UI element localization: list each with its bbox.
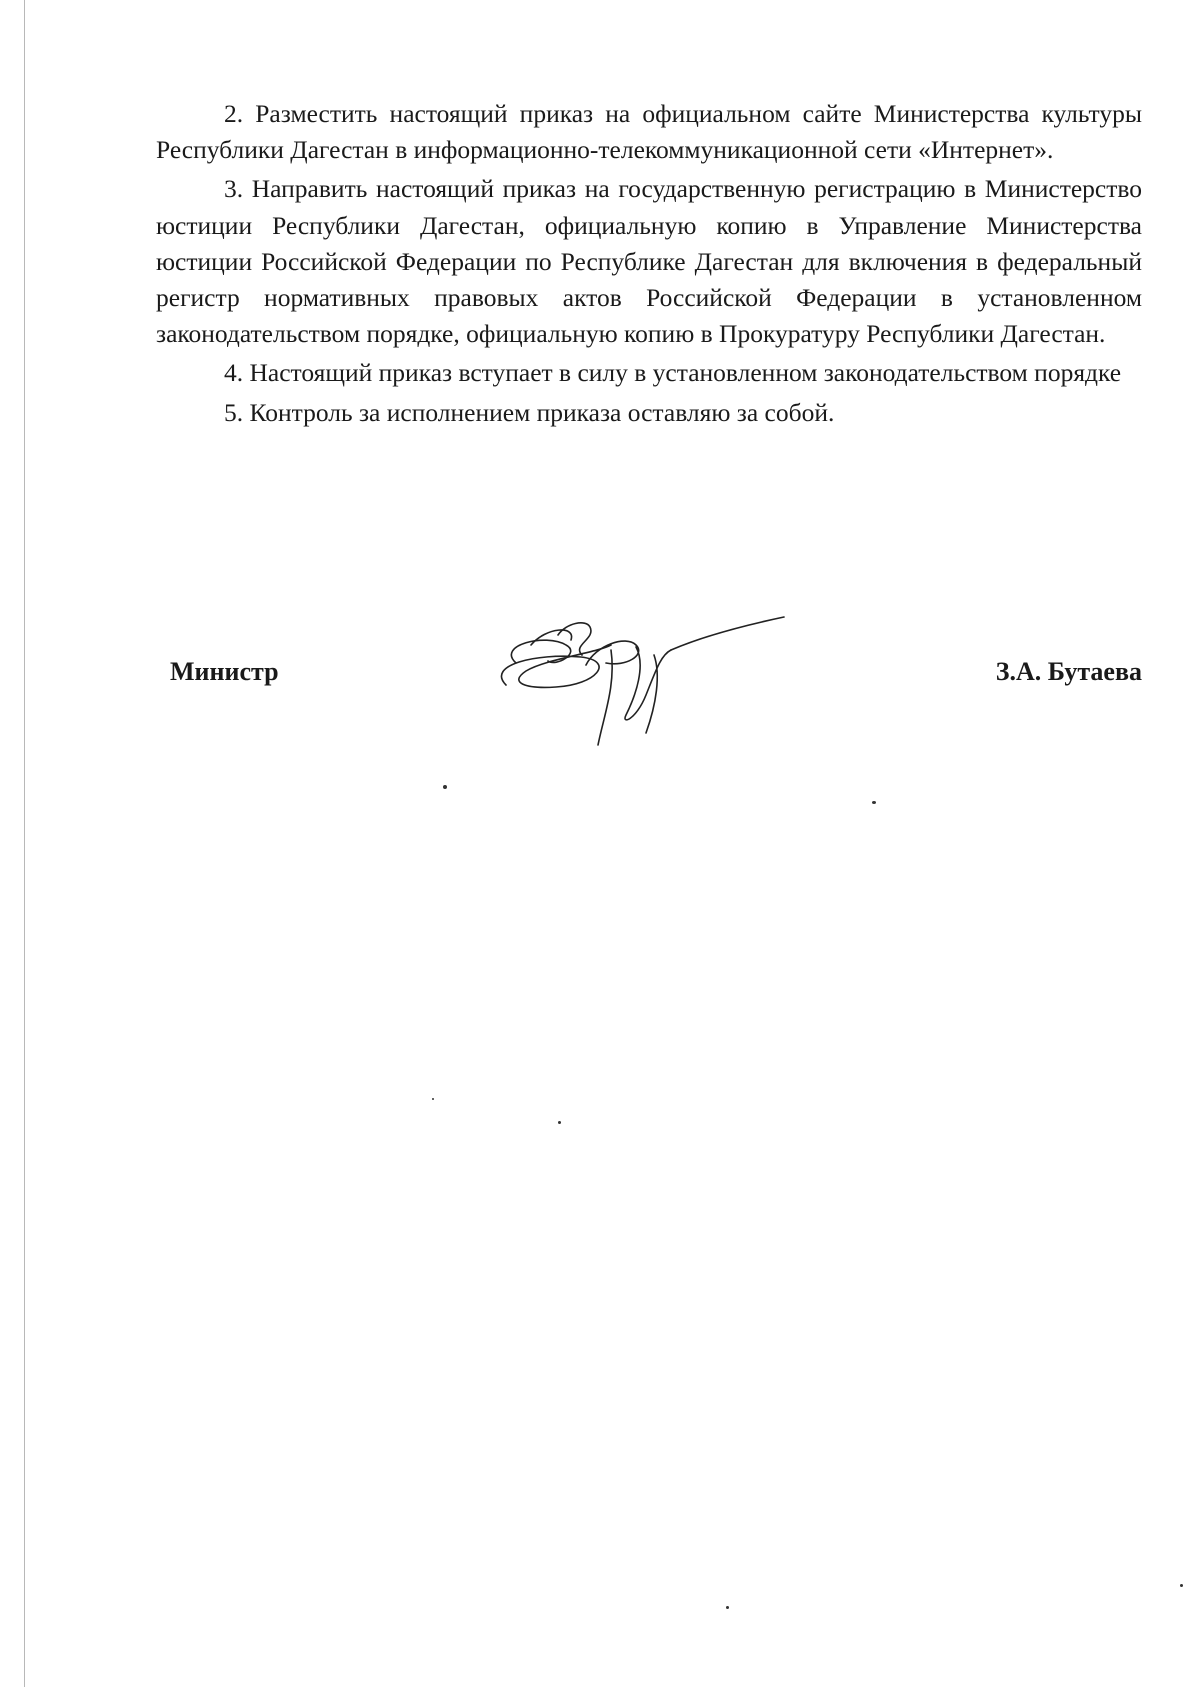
paragraph-2: 2. Разместить настоящий приказ на официальном сайте Министерства культуры Республики Дагестан в информационно-телекоммуникационной сети «Интернет». <box>156 99 1142 165</box>
scan-speck <box>726 1606 729 1609</box>
scan-speck <box>432 1098 434 1100</box>
scan-speck <box>558 1121 561 1124</box>
paragraph-5: 5. Контроль за исполнением приказа оставляю за собой. <box>224 397 835 427</box>
paragraph-3: 3. Направить настоящий приказ на государственную регистрацию в Министерство юстиции Республики Дагестан, официальную копию в Управление Министерства юстиции Российской Федерации по Республике Дагестан для включения в федеральный регистр нормативных правовых актов Российской Федерации в установленном законодательством порядке, официальную копию в Прокуратуру Республики Дагестан. <box>156 174 1142 349</box>
paragraph-4: 4. Настоящий приказ вступает в силу в установленном законодательством порядке <box>224 358 1122 388</box>
scan-speck <box>872 801 876 804</box>
handwritten-signature <box>486 605 786 755</box>
scan-edge-line <box>24 0 25 1687</box>
signatory-title: Министр <box>170 657 279 686</box>
signatory-name: З.А. Бутаева <box>995 657 1142 686</box>
scan-speck <box>443 785 447 789</box>
signature-block <box>156 605 1142 755</box>
scan-speck <box>1180 1584 1183 1587</box>
document-body <box>156 96 1142 434</box>
